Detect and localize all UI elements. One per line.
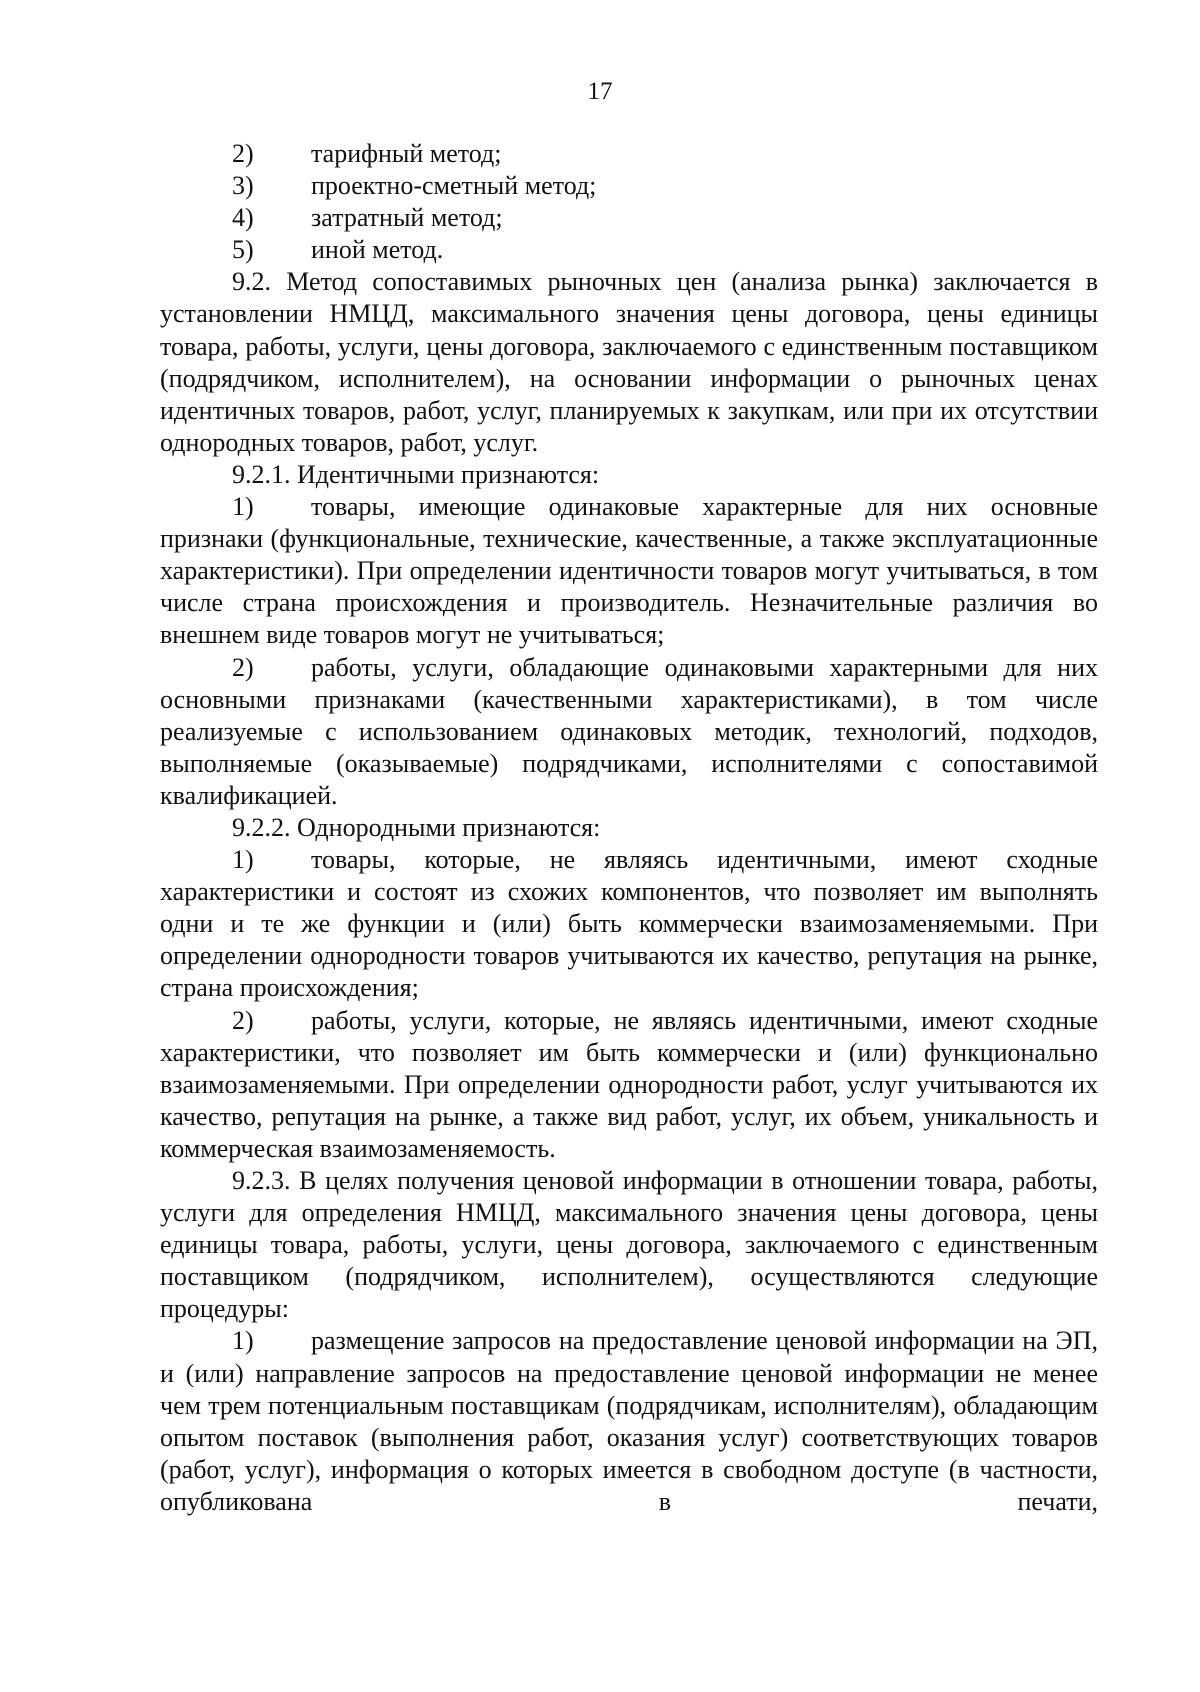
paragraph-text: товары, которые, не являясь идентичными, имеют сходные характеристики и состоят из схожих компонентов, что позволяет им выполнять одни и те же функции и (или) быть коммерчески взаимозаменяемыми. При определении однородности товаров учитываются их качество, репутация на рынке, страна происхождения;: [160, 845, 1098, 1003]
list-item-text: проектно-сметный метод;: [311, 171, 597, 201]
list-item: [160, 138, 1098, 170]
paragraph-item-number: 2): [232, 652, 254, 682]
list-item-text: иной метод.: [311, 235, 444, 265]
paragraph-text: работы, услуги, которые, не являясь идентичными, имеют сходные характеристики, что позволяет им быть коммерчески и (или) функционально взаимозаменяемыми. При определении однородности работ, услуг учитываются их качество, репутация на рынке, а также вид работ, услуг, их объем, уникальность и коммерческая взаимозаменяемость.: [160, 1005, 1098, 1163]
paragraph-text: 9.2. Метод сопоставимых рыночных цен (анализа рынка) заключается в установлении НМЦД, максимального значения цены договора, цены единицы товара, работы, услуги, цены договора, заключаемого с единственным поставщиком (подрядчиком, исполнителем), на основании информации о рыночных ценах идентичных товаров, работ, услуг, планируемых к закупкам, или при их отсутствии однородных товаров, работ, услуг.: [160, 267, 1098, 457]
list-item-number: 2): [232, 139, 254, 168]
paragraph-item-number: 1): [232, 845, 254, 875]
paragraph-identical-works: [160, 652, 1098, 812]
list-item: [160, 234, 1098, 266]
paragraph-9-2-2-heading: [160, 812, 1098, 844]
list-item-number: 5): [232, 235, 254, 265]
paragraph-text: 9.2.3. В целях получения ценовой информации в отношении товара, работы, услуги для определения НМЦД, максимального значения цены договора, цены единицы товара, работы, услуги, цены договора, заключаемого с единственным поставщиком (подрядчиком, исполнителем), осуществляются следующие процедуры:: [160, 1166, 1098, 1324]
list-item-text: затратный метод;: [311, 203, 503, 233]
paragraph-homogeneous-goods: [160, 844, 1098, 1004]
paragraph-text: 9.2.2. Однородными признаются:: [232, 812, 601, 842]
paragraph-text: размещение запросов на предоставление ценовой информации на ЭП, и (или) направление запросов на предоставление ценовой информации не менее чем трем потенциальным поставщикам (подрядчикам, исполнителям), обладающим опытом поставок (выполнения работ, оказания услуг) соответствующих товаров (работ, услуг), информация о которых имеется в свободном доступе (в частности, опубликована в печати,: [160, 1326, 1098, 1516]
paragraph-identical-goods: [160, 491, 1098, 651]
list-item: [160, 170, 1098, 202]
list-item-text: тарифный метод;: [311, 139, 502, 168]
page-number: 17: [587, 78, 613, 105]
paragraph-procedure-1: [160, 1325, 1098, 1518]
paragraph-item-number: 2): [232, 1005, 254, 1035]
document-body: [160, 138, 1098, 1518]
paragraph-item-number: 1): [232, 492, 254, 522]
paragraph-homogeneous-works: [160, 1005, 1098, 1165]
paragraph-item-number: 1): [232, 1326, 254, 1356]
paragraph-text: работы, услуги, обладающие одинаковыми характерными для них основными признаками (качественными характеристиками), в том числе реализуемые с использованием одинаковых методик, технологий, подходов, выполняемые (оказываемые) подрядчиками, исполнителями с сопоставимой квалификацией.: [160, 652, 1098, 810]
paragraph-9-2: [160, 266, 1098, 459]
paragraph-9-2-3: [160, 1165, 1098, 1325]
paragraph-9-2-1-heading: [160, 459, 1098, 491]
list-item: [160, 202, 1098, 234]
list-item-number: 3): [232, 171, 254, 201]
paragraph-text: 9.2.1. Идентичными признаются:: [232, 459, 600, 489]
list-item-number: 4): [232, 203, 254, 233]
paragraph-text: товары, имеющие одинаковые характерные для них основные признаки (функциональные, технические, качественные, а также эксплуатационные характеристики). При определении идентичности товаров могут учитываться, в том числе страна происхождения и производитель. Незначительные различия во внешнем виде товаров могут не учитываться;: [160, 492, 1098, 650]
